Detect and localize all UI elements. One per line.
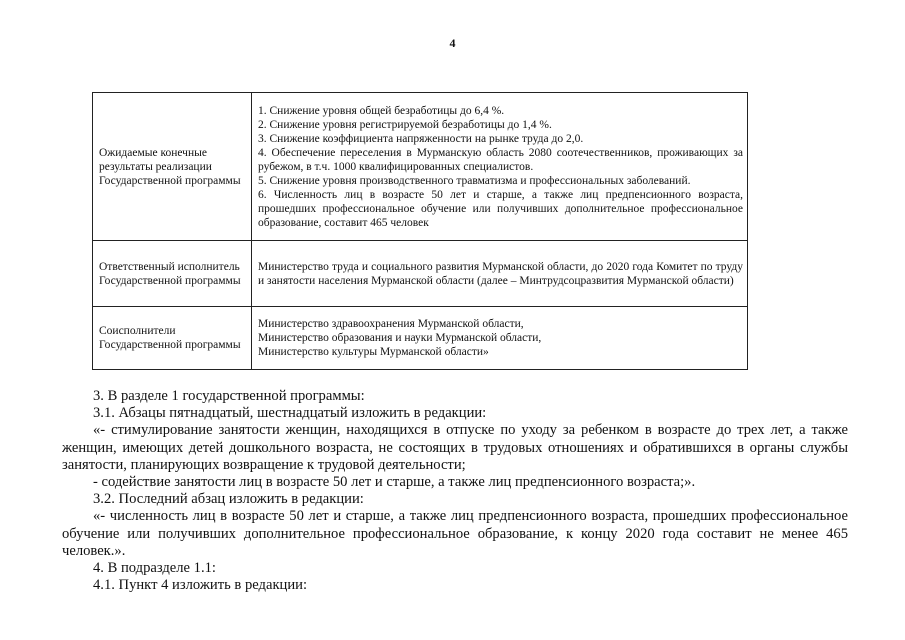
row-label-responsible: Ответственный исполнитель Государственной программы: [93, 241, 252, 307]
paragraph: - содействие занятости лиц в возрасте 50 лет и старше, а также лиц предпенсионного возраста;».: [93, 474, 696, 491]
result-item: 3. Снижение коэффициента напряженности на рынке труда до 2,0.: [258, 132, 584, 145]
table-row: [93, 93, 748, 241]
paragraph: «- численность лиц в возрасте 50 лет и старше, а также лиц предпенсионного возраста, прошедших профессиональное обучение или получивших дополнительное профессиональное образование, к концу 2020 года составит не менее 465 человек.».: [62, 508, 848, 559]
paragraph: 4.1. Пункт 4 изложить в редакции:: [93, 577, 308, 594]
row-value-expected-results: [252, 93, 748, 241]
paragraph: 3.1. Абзацы пятнадцатый, шестнадцатый изложить в редакции:: [93, 405, 487, 422]
row-value-coexecutors: [252, 307, 748, 370]
paragraph: 3.2. Последний абзац изложить в редакции:: [93, 491, 364, 508]
result-item: 2. Снижение уровня регистрируемой безработицы до 1,4 %.: [258, 118, 552, 131]
responsible-text: Министерство труда и социального развития Мурманской области, до 2020 года Комитет по труду и занятости населения Мурманской области (далее – Минтрудсоцразвития Мурманской области): [258, 260, 743, 287]
row-label-coexecutors: Соисполнители Государственной программы: [93, 307, 252, 370]
paragraph: «- стимулирование занятости женщин, находящихся в отпуске по уходу за ребенком в возрасте до трех лет, а также женщин, имеющих детей дошкольного возраста, не состоящих в трудовых отношениях и обратившихся в органы службы занятости, планирующих возвращение к трудовой деятельности;: [62, 422, 848, 473]
result-item: 5. Снижение уровня производственного травматизма и профессиональных заболеваний.: [258, 174, 691, 187]
body-text: [62, 388, 848, 594]
result-item: 6. Численность лиц в возрасте 50 лет и старше, а также лиц предпенсионного возраста, прошедших профессиональное обучение или получивших дополнительное профессиональное образование, составит 465 человек: [258, 188, 743, 229]
coexecutor-item: Министерство образования и науки Мурманской области,: [258, 332, 542, 344]
row-value-responsible: [252, 241, 748, 307]
row-label-expected-results: Ожидаемые конечные результаты реализации Государственной программы: [93, 93, 252, 241]
coexecutor-item: Министерство культуры Мурманской области»: [258, 346, 489, 358]
result-item: 4. Обеспечение переселения в Мурманскую область 2080 соотечественников, проживающих за рубежом, в т.ч. 1000 квалифицированных специалистов.: [258, 146, 743, 173]
program-passport-table: [92, 92, 748, 370]
page-number: 4: [449, 36, 456, 50]
coexecutor-item: Министерство здравоохранения Мурманской области,: [258, 318, 524, 330]
paragraph: 4. В подразделе 1.1:: [93, 560, 216, 577]
table-row: [93, 307, 748, 370]
result-item: 1. Снижение уровня общей безработицы до 6,4 %.: [258, 104, 505, 117]
paragraph: 3. В разделе 1 государственной программы:: [93, 388, 365, 404]
table-row: [93, 241, 748, 307]
